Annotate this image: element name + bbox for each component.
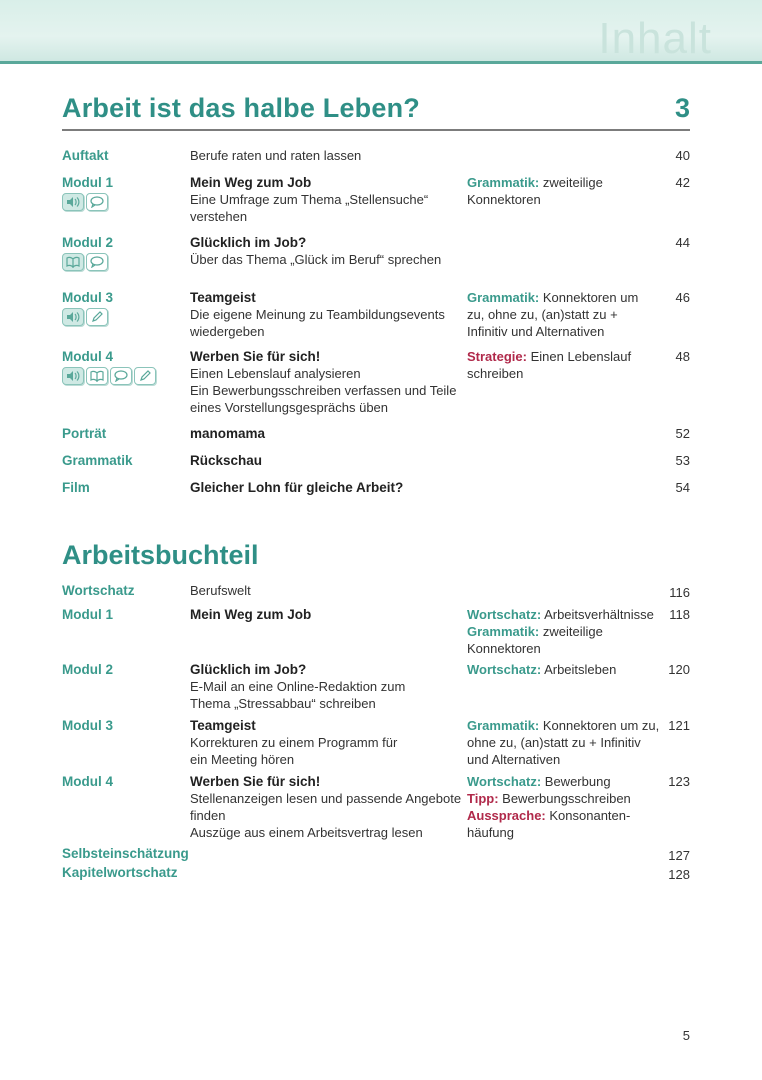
pencil-icon bbox=[134, 367, 156, 385]
note-label: Aussprache: bbox=[467, 808, 546, 823]
note-text: Einen Lebenslauf schreiben bbox=[467, 349, 632, 381]
note-label: Strategie: bbox=[467, 349, 527, 364]
note-text: Bewerbung bbox=[544, 774, 611, 789]
row-page: 48 bbox=[675, 349, 690, 364]
row-page: 54 bbox=[675, 480, 690, 495]
row-title: Mein Weg zum Job bbox=[190, 175, 312, 190]
row-label: Auftakt bbox=[62, 148, 109, 163]
row-page: 40 bbox=[675, 148, 690, 163]
row-description: Über das Thema „Glück im Beruf“ sprechen bbox=[190, 252, 442, 267]
row-label: Grammatik bbox=[62, 453, 133, 468]
row-page: 44 bbox=[675, 235, 690, 250]
note-text: Konnektoren um zu, ohne zu, (an)statt zu + Infinitiv und Alternativen bbox=[467, 290, 639, 339]
note-text: Konsonanten-häufung bbox=[467, 808, 631, 840]
row-title: Werben Sie für sich! bbox=[190, 349, 321, 364]
skill-icons bbox=[62, 367, 156, 385]
book-icon bbox=[62, 253, 84, 271]
row-title: Glücklich im Job? bbox=[190, 235, 307, 250]
skill-icons bbox=[62, 253, 113, 271]
chapter-number: 3 bbox=[674, 93, 690, 123]
row-page: 46 bbox=[675, 290, 690, 305]
row-description: Auszüge aus einem Arbeitsvertrag lesen bbox=[190, 825, 423, 840]
row-title: Teamgeist bbox=[190, 290, 256, 305]
row-title: Glücklich im Job? bbox=[190, 662, 307, 677]
row-title: Gleicher Lohn für gleiche Arbeit? bbox=[190, 480, 404, 495]
note-text: Konnektoren um zu, ohne zu, (an)statt zu + Infinitiv und Alternativen bbox=[467, 718, 660, 767]
row-title: Werben Sie für sich! bbox=[190, 774, 321, 789]
row-description: finden bbox=[190, 808, 226, 823]
book-icon bbox=[86, 367, 108, 385]
row-label: Modul 2 bbox=[62, 662, 113, 677]
row-description: Eine Umfrage zum Thema „Stellensuche“ bbox=[190, 192, 429, 207]
row-page: 123 bbox=[668, 774, 690, 789]
row-title: Mein Weg zum Job bbox=[190, 607, 312, 622]
row-label: Film bbox=[62, 480, 90, 495]
note-text: Bewerbungsschreiben bbox=[502, 791, 631, 806]
row-title: Rückschau bbox=[190, 453, 263, 468]
row-label: Modul 1 bbox=[62, 607, 113, 622]
row-page: 120 bbox=[668, 662, 690, 677]
row-label: Modul 4 bbox=[62, 774, 113, 789]
row-title: manomama bbox=[190, 426, 266, 441]
row-description: verstehen bbox=[190, 209, 248, 224]
row-label: Modul 3 bbox=[62, 718, 113, 733]
row-label: Modul 2 bbox=[62, 235, 113, 250]
row-description: Korrekturen zu einem Programm für bbox=[190, 735, 398, 750]
row-page: 42 bbox=[675, 175, 690, 190]
row-description: wiedergeben bbox=[190, 324, 265, 339]
row-description: ein Meeting hören bbox=[190, 752, 295, 767]
note-label: Wortschatz: bbox=[467, 607, 542, 622]
row-page: 52 bbox=[675, 426, 690, 441]
section-title: Arbeitsbuchteil bbox=[62, 540, 259, 570]
row-label: Selbsteinschätzung bbox=[62, 846, 189, 861]
speech-bubble-icon bbox=[86, 193, 108, 211]
row-label: Wortschatz bbox=[62, 583, 135, 598]
note-text: zweiteilige Konnektoren bbox=[467, 175, 603, 207]
header-band bbox=[0, 0, 762, 64]
row-label: Modul 3 bbox=[62, 290, 113, 305]
note-text: Arbeitsleben bbox=[544, 662, 617, 677]
pencil-icon bbox=[86, 308, 108, 326]
chapter-divider bbox=[62, 129, 690, 131]
row-description: Berufswelt bbox=[190, 583, 251, 598]
row-title: Teamgeist bbox=[190, 718, 256, 733]
row-description: Berufe raten und raten lassen bbox=[190, 148, 362, 163]
skill-icons bbox=[62, 193, 113, 211]
page-number: 5 bbox=[682, 1028, 690, 1043]
skill-icons bbox=[62, 308, 113, 326]
row-page: 128 bbox=[668, 867, 690, 882]
row-page: 127 bbox=[668, 848, 690, 863]
row-description: Einen Lebenslauf analysieren bbox=[190, 366, 361, 381]
row-label: Modul 4 bbox=[62, 349, 113, 364]
row-page: 116 bbox=[669, 585, 690, 600]
chapter-title: Arbeit ist das halbe Leben? bbox=[62, 93, 420, 123]
row-label: Modul 1 bbox=[62, 175, 113, 190]
speaker-icon bbox=[62, 193, 84, 211]
note-label: Grammatik: bbox=[467, 624, 540, 639]
row-description: Ein Bewerbungsschreiben verfassen und Teile bbox=[190, 383, 457, 398]
row-description: Die eigene Meinung zu Teambildungsevents bbox=[190, 307, 445, 322]
row-description: Stellenanzeigen lesen und passende Angebote bbox=[190, 791, 462, 806]
speaker-icon bbox=[62, 308, 84, 326]
header-ghost-text: Inhalt bbox=[598, 14, 712, 63]
note-text: zweiteilige Konnektoren bbox=[467, 624, 603, 656]
note-label: Grammatik: bbox=[467, 175, 540, 190]
note-label: Wortschatz: bbox=[467, 662, 542, 677]
row-description: eines Vorstellungsgesprächs üben bbox=[190, 400, 389, 415]
note-label: Wortschatz: bbox=[467, 774, 542, 789]
row-page: 121 bbox=[668, 718, 690, 733]
speech-bubble-icon bbox=[86, 253, 108, 271]
row-page: 118 bbox=[669, 607, 690, 622]
row-label: Porträt bbox=[62, 426, 107, 441]
note-label: Tipp: bbox=[467, 791, 499, 806]
note-label: Grammatik: bbox=[467, 290, 540, 305]
row-description: Thema „Stressabbau“ schreiben bbox=[190, 696, 376, 711]
note-text: Arbeitsverhältnisse bbox=[544, 607, 654, 622]
speech-bubble-icon bbox=[110, 367, 132, 385]
row-page: 53 bbox=[675, 453, 690, 468]
row-description: E-Mail an eine Online-Redaktion zum bbox=[190, 679, 406, 694]
row-label: Kapitelwortschatz bbox=[62, 865, 178, 880]
speaker-icon bbox=[62, 367, 84, 385]
note-label: Grammatik: bbox=[467, 718, 540, 733]
